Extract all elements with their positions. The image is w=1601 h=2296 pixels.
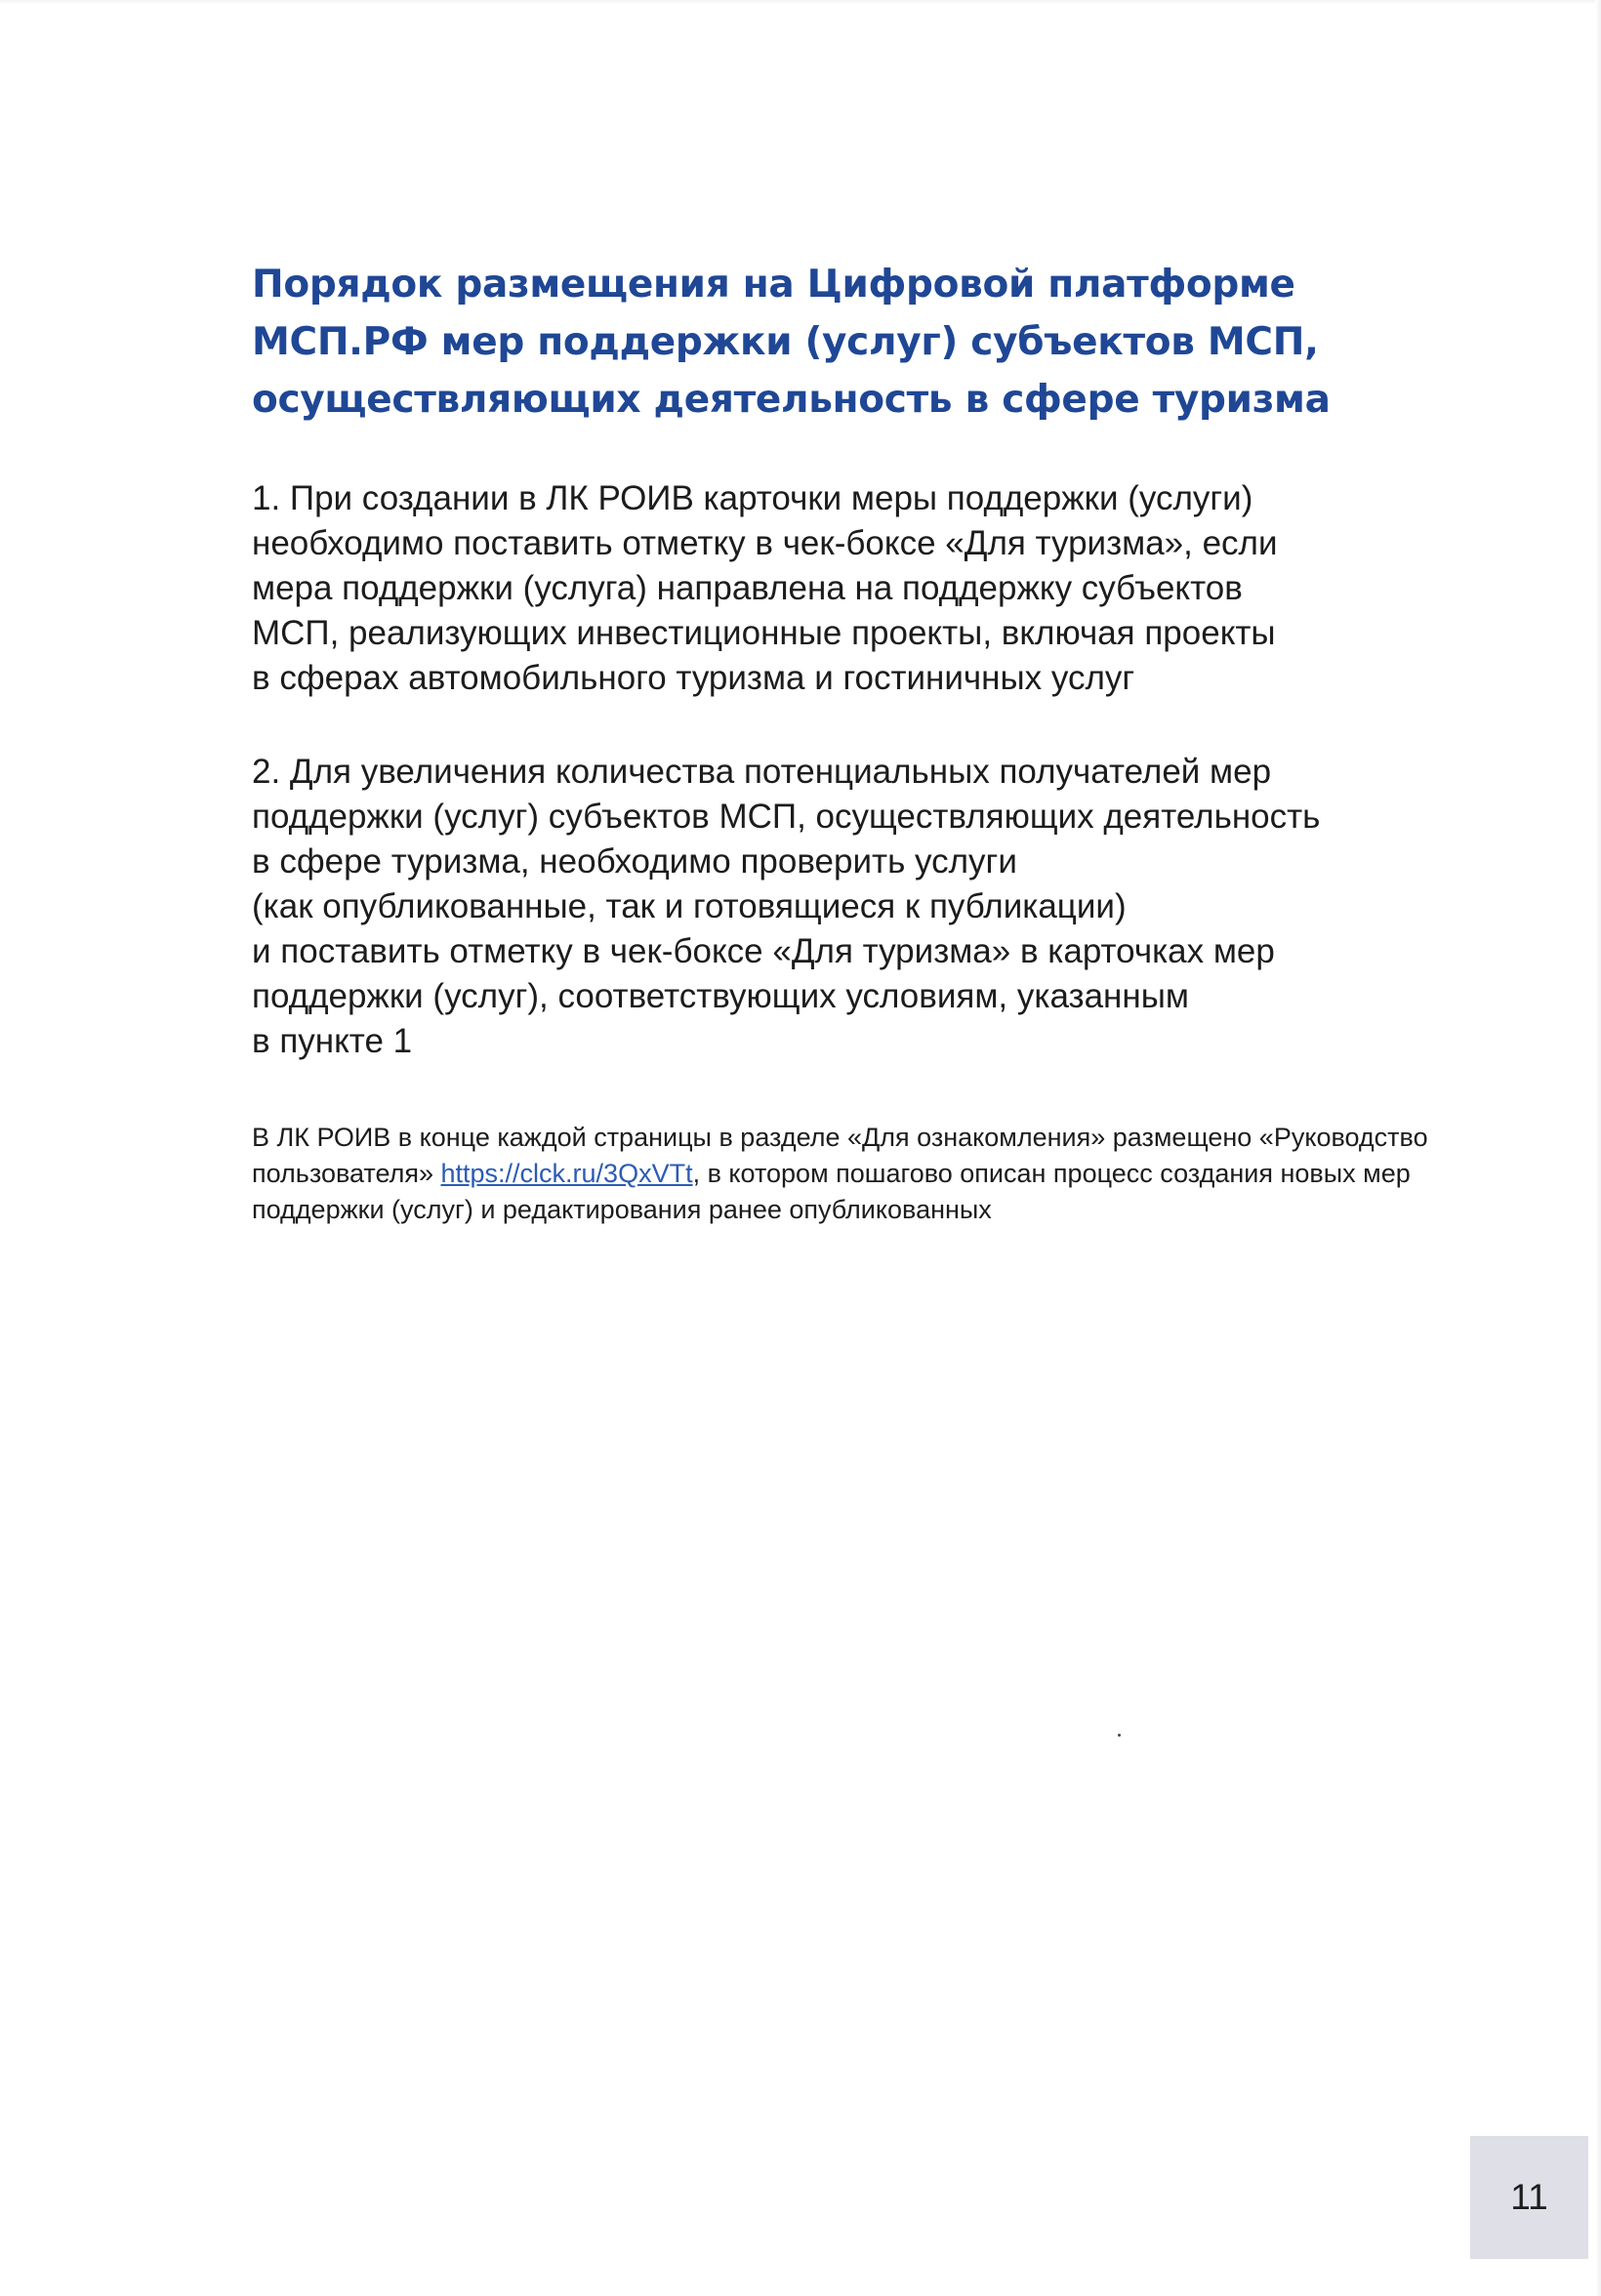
note-text-before-link: В ЛК РОИВ в конце каждой страницы в разделе «Для ознакомления» размещено «Руководство пользователя»: [252, 1123, 1428, 1188]
scan-edge-right: [1595, 0, 1601, 2296]
page-content: [252, 256, 1472, 1228]
paragraph-2: 2. Для увеличения количества потенциальных получателей мер поддержки (услуг) субъектов МСП, осуществляющих деятельность в сфере туризма, необходимо проверить услуги (как опубликованные, так и готовящиеся к публикации) и поставить отметку в чек-боксе «Для туризма» в карточках мер поддержки (услуг), соответствующих условиям, указанным в пункте 1: [252, 753, 1321, 1060]
page-number: 11: [1510, 2177, 1548, 2217]
user-guide-note: [252, 1120, 1472, 1228]
page-number-box: [1470, 2136, 1588, 2259]
user-guide-link[interactable]: https://clck.ru/3QxVTt: [440, 1159, 693, 1188]
page-title: Порядок размещения на Цифровой платформе МСП.РФ мер поддержки (услуг) субъектов МСП, осуществляющих деятельность в сфере туризма: [252, 263, 1331, 422]
scan-edge-top: [0, 0, 1601, 4]
paragraph-1: 1. При создании в ЛК РОИВ карточки меры поддержки (услуги) необходимо поставить отметку в чек-боксе «Для туризма», если мера поддержки (услуга) направлена на поддержку субъектов МСП, реализующих инвестиционные проекты, включая проекты в сферах автомобильного туризма и гостиничных услуг: [252, 479, 1278, 697]
scan-speck: [1118, 1734, 1121, 1737]
note-text-after-link: , в котором пошагово описан процесс создания новых мер поддержки (услуг) и редактирования ранее опубликованных: [252, 1159, 1411, 1224]
